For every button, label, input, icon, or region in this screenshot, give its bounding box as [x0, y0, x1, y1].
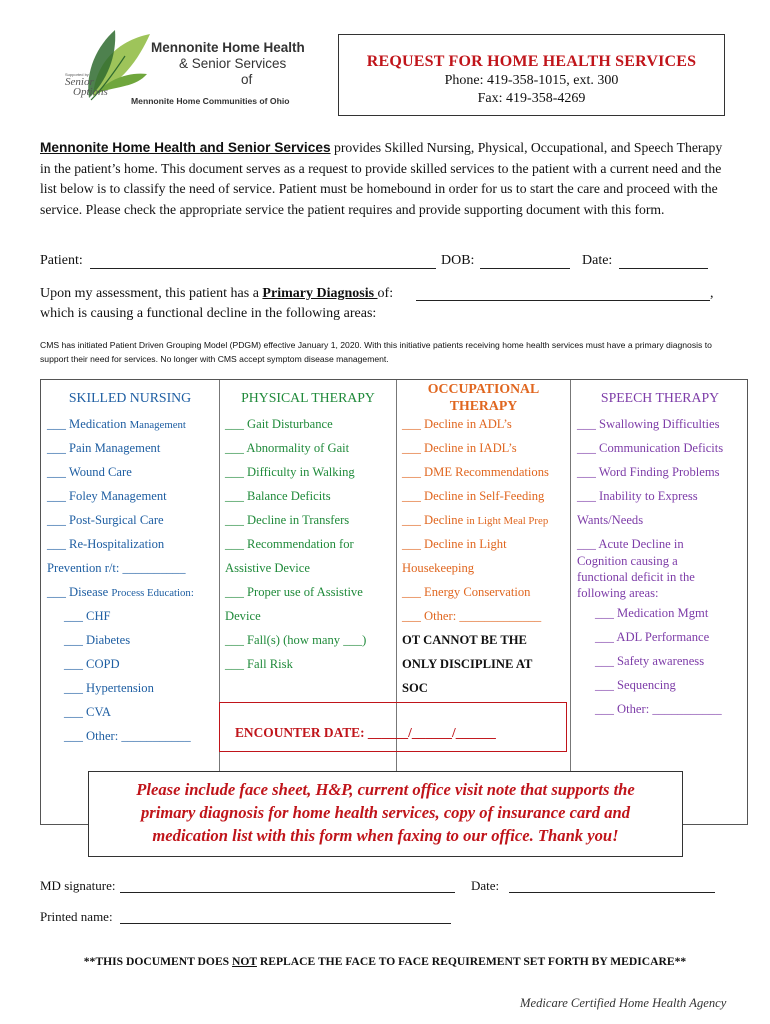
date-label: Date: — [582, 253, 613, 268]
form-title: REQUEST FOR HOME HEALTH SERVICES — [366, 53, 697, 70]
logo-line3: of — [241, 72, 253, 87]
st-subitem[interactable]: ___ Sequencing — [595, 678, 676, 692]
instructions-note — [88, 771, 683, 857]
ot-item[interactable]: ___ DME Recommendations — [402, 465, 549, 479]
logo-line1: Mennonite Home Health — [151, 40, 305, 55]
ot-item[interactable]: ___ Decline in IADL’s — [402, 441, 517, 455]
sn-item[interactable]: Prevention r/t: __________ — [47, 561, 186, 575]
st-subitem[interactable]: ___ Medication Mgmt — [595, 606, 709, 620]
st-item-cont: Cognition causing a — [577, 554, 678, 568]
ot-warning-line1: OT CANNOT BE THE — [402, 633, 527, 647]
st-subitem[interactable]: ___ Safety awareness — [595, 654, 705, 668]
ot-item[interactable]: ___ Decline in Light Meal Prep — [402, 513, 549, 527]
ot-item[interactable]: ___ Decline in ADL’s — [402, 417, 512, 431]
sn-subitem[interactable]: ___ CHF — [64, 609, 111, 623]
sn-subitem[interactable]: ___ Hypertension — [64, 681, 154, 695]
sn-item[interactable]: ___ Pain Management — [47, 441, 161, 455]
header-ot-line1: OCCUPATIONAL — [427, 381, 540, 396]
diagnosis-of: of: — [377, 286, 394, 301]
ot-item[interactable]: ___ Decline in Light — [402, 537, 507, 551]
note-line3: medication list with this form when faxing to our office. Thank you! — [152, 826, 619, 845]
sn-subitem[interactable]: ___ COPD — [64, 657, 120, 671]
pt-item[interactable]: ___ Recommendation for — [225, 537, 354, 551]
printed-name-label: Printed name: — [40, 909, 113, 924]
md-signature-field[interactable] — [120, 892, 455, 893]
st-item[interactable]: ___ Inability to Express — [577, 489, 698, 503]
badge-text-2: Options — [73, 86, 108, 98]
logo-line2: & Senior Services — [179, 56, 287, 71]
encounter-date-box[interactable] — [219, 702, 567, 752]
disclaimer-not: NOT — [232, 955, 257, 968]
sn-subitem[interactable]: ___ Other: ___________ — [64, 729, 191, 743]
pt-item[interactable]: ___ Gait Disturbance — [225, 417, 333, 431]
header-physical-therapy: PHYSICAL THERAPY — [241, 390, 375, 405]
pt-item[interactable]: ___ Decline in Transfers — [225, 513, 350, 527]
date-field[interactable] — [619, 268, 708, 269]
st-subitem[interactable]: ___ ADL Performance — [595, 630, 710, 644]
sn-item[interactable]: ___ Medication Management — [47, 417, 186, 431]
services-table — [40, 379, 748, 825]
header-speech-therapy: SPEECH THERAPY — [600, 390, 720, 405]
md-signature-label: MD signature: — [40, 878, 116, 893]
st-item-cont: functional deficit in the — [577, 570, 695, 584]
logo-badge-small: Supported by — [65, 72, 89, 77]
senior-options-badge — [65, 77, 108, 97]
sn-item[interactable]: ___ Wound Care — [47, 465, 132, 479]
ot-item[interactable]: ___ Other: _____________ — [402, 609, 542, 623]
intro-text: provides Skilled Nursing, Physical, Occupational, and Speech Therapy in the patient’s home. This document serves as a request to provide skilled services to the patient with a current need and the list below is to classify the need of service. Patient must be homebound in order for us to start the care and proceed with the service. Please check the appropriate service the patient requires and provide supporting document with this form. — [40, 140, 723, 217]
pt-item[interactable]: ___ Proper use of Assistive — [225, 585, 363, 599]
st-item[interactable]: ___ Acute Decline in — [577, 537, 684, 551]
column-divider — [570, 380, 571, 825]
header-ot-line2: THERAPY — [449, 398, 518, 413]
sn-item[interactable]: ___ Foley Management — [47, 489, 167, 503]
signature-date-label: Date: — [471, 878, 500, 893]
note-line2: primary diagnosis for home health services, copy of insurance card and — [140, 803, 631, 822]
header-box — [338, 34, 725, 116]
st-item[interactable]: ___ Swallowing Difficulties — [577, 417, 720, 431]
ot-item[interactable]: ___ Energy Conservation — [402, 585, 531, 599]
diagnosis-comma: , — [710, 286, 714, 301]
dob-field[interactable] — [480, 268, 570, 269]
sn-subitem[interactable]: ___ Diabetes — [64, 633, 131, 647]
st-item[interactable]: ___ Word Finding Problems — [577, 465, 720, 479]
st-item-cont: following areas: — [577, 586, 659, 600]
cms-note: CMS has initiated Patient Driven Grouping Model (PDGM) effective January 1, 2020. With this initiative patients receiving home health services must have a primary diagnosis to support their need for services. No longer with CMS accept symptom disease management. — [40, 340, 712, 364]
st-subitem[interactable]: ___ Other: ___________ — [595, 702, 722, 716]
footer-tagline: Medicare Certified Home Health Agency — [520, 996, 727, 1010]
fax-line: Fax: 419-358-4269 — [477, 91, 586, 106]
ot-warning-line2: ONLY DISCIPLINE AT — [402, 657, 533, 671]
sn-item[interactable]: ___ Post-Surgical Care — [47, 513, 164, 527]
encounter-date-label: ENCOUNTER DATE: ______/______/______ — [235, 725, 496, 740]
header-occupational-therapy — [397, 380, 570, 414]
ot-item-cont: Housekeeping — [402, 561, 475, 575]
column-divider — [219, 380, 220, 825]
pt-item[interactable]: ___ Difficulty in Walking — [225, 465, 355, 479]
sn-item[interactable]: ___ Disease Process Education: — [47, 585, 194, 599]
patient-label: Patient: — [40, 253, 83, 268]
ot-warning-line3: SOC — [402, 681, 428, 695]
diagnosis-prefix: Upon my assessment, this patient has a — [40, 286, 263, 301]
note-line1: Please include face sheet, H&P, current office visit note that supports the — [136, 780, 635, 799]
primary-diagnosis-label: Primary Diagnosis — [262, 286, 378, 301]
logo-line4: Mennonite Home Communities of Ohio — [131, 96, 290, 106]
pt-item[interactable]: ___ Balance Deficits — [225, 489, 331, 503]
sn-item[interactable]: ___ Re-Hospitalization — [47, 537, 165, 551]
st-item-cont: Wants/Needs — [577, 513, 644, 527]
organization-logo — [55, 26, 315, 114]
signature-date-field[interactable] — [509, 892, 715, 893]
printed-name-field[interactable] — [120, 923, 451, 924]
header-skilled-nursing: SKILLED NURSING — [68, 390, 192, 405]
pt-item-cont: Device — [225, 609, 261, 623]
badge-text-1: Senior — [65, 76, 94, 88]
diagnosis-line — [40, 286, 393, 302]
pt-item[interactable]: ___ Abnormality of Gait — [225, 441, 350, 455]
ot-item[interactable]: ___ Decline in Self-Feeding — [402, 489, 545, 503]
sn-subitem[interactable]: ___ CVA — [64, 705, 112, 719]
diagnosis-line-2: which is causing a functional decline in the following areas: — [40, 306, 377, 321]
pt-item-cont: Assistive Device — [225, 561, 310, 575]
phone-line: Phone: 419-358-1015, ext. 300 — [444, 73, 619, 88]
pt-item[interactable]: ___ Fall(s) (how many ___) — [225, 633, 367, 647]
dob-label: DOB: — [441, 253, 475, 268]
diagnosis-field[interactable] — [416, 300, 710, 301]
st-item[interactable]: ___ Communication Deficits — [577, 441, 724, 455]
medicare-disclaimer: **THIS DOCUMENT DOES NOT REPLACE THE FACE TO FACE REQUIREMENT SET FORTH BY MEDICARE** — [83, 955, 687, 968]
column-divider — [396, 380, 397, 825]
intro-paragraph — [40, 138, 730, 220]
pt-item[interactable]: ___ Fall Risk — [225, 657, 293, 671]
patient-field[interactable] — [90, 268, 436, 269]
organization-name: Mennonite Home Health and Senior Services — [40, 140, 331, 155]
